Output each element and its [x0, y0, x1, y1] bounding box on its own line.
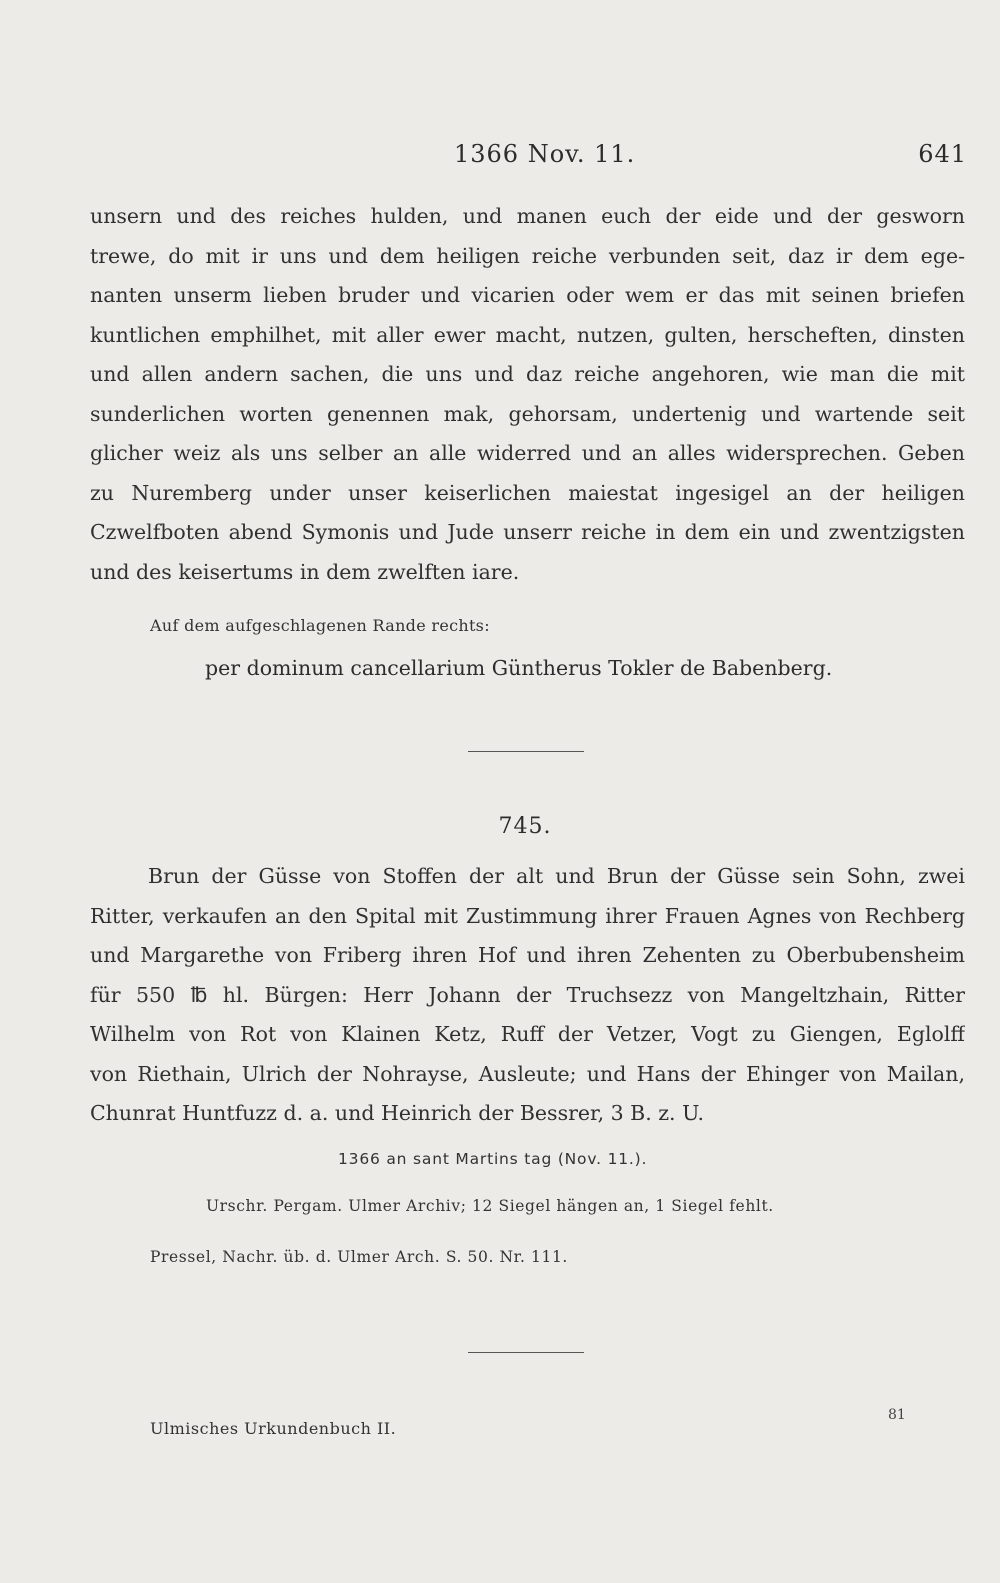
text-line: zu Nuremberg under unser keiserlichen maiestat ingesigel an der heiligen — [90, 480, 965, 505]
text-line: und Margarethe von Friberg ihren Hof und ihren Zehenten zu Oberbubensheim — [90, 943, 965, 967]
text-line: Ritter, verkaufen an den Spital mit Zustimmung ihrer Frauen Agnes von Rechberg — [90, 903, 965, 928]
text-line: trewe, do mit ir uns und dem heiligen reiche verbunden seit, daz ir dem ege- — [90, 243, 965, 268]
dating-line: 1366 an sant Martins tag (Nov. 11.). — [338, 1150, 648, 1168]
text-line: kuntlichen emphilhet, mit aller ewer macht, nutzen, gulten, herscheften, dinsten — [90, 322, 965, 347]
text-line: Czwelfboten abend Symonis und Jude unserr reiche in dem ein und zwentzigsten — [90, 520, 965, 544]
section-divider — [468, 751, 584, 752]
text-line: Wilhelm von Rot von Klainen Ketz, Ruff der Vetzer, Vogt zu Giengen, Eglolff — [90, 1022, 965, 1046]
text-line: Brun der Güsse von Stoffen der alt und Brun der Güsse sein Sohn, zwei — [148, 864, 965, 888]
book-title-footer: Ulmisches Urkundenbuch II. — [150, 1419, 397, 1438]
chancery-signature: per dominum cancellarium Güntherus Tokler de Babenberg. — [205, 656, 833, 680]
text-line: nanten unserm lieben bruder und vicarien oder wem er das mit seinen briefen — [90, 283, 965, 307]
source-original: Urschr. Pergam. Ulmer Archiv; 12 Siegel hängen an, 1 Siegel fehlt. — [206, 1197, 774, 1215]
text-line: glicher weiz als uns selber an alle widerred und an alles widersprechen. Geben — [90, 441, 965, 465]
text-line: sunderlichen worten genennen mak, gehorsam, undertenig und wartende seit — [90, 401, 965, 426]
sheet-number: 81 — [888, 1407, 906, 1423]
section-divider-bottom — [468, 1352, 584, 1353]
text-line: von Riethain, Ulrich der Nohrayse, Ausleute; und Hans der Ehinger von Mailan, — [90, 1061, 965, 1086]
document-number: 745. — [498, 814, 552, 839]
text-line: Chunrat Huntfuzz d. a. und Heinrich der Bessrer, 3 B. z. U. — [90, 1101, 704, 1125]
text-line: und allen andern sachen, die uns und daz reiche angehoren, wie man die mit — [90, 362, 965, 386]
running-head — [0, 140, 1000, 176]
text-line: für 550 ℔ hl. Bürgen: Herr Johann der Truchsezz von Mangeltzhain, Ritter — [90, 982, 965, 1007]
continuation-text — [90, 197, 965, 592]
header-date: 1366 Nov. 11. — [454, 140, 636, 168]
text-line: und des keisertums in dem zwelften iare. — [90, 559, 520, 584]
text-line: unsern und des reiches hulden, und manen euch der eide und der gesworn — [90, 204, 965, 228]
page-number: 641 — [918, 140, 967, 168]
margin-note-intro: Auf dem aufgeschlagenen Rande rechts: — [150, 616, 490, 635]
regest-text — [90, 857, 965, 1134]
source-print: Pressel, Nachr. üb. d. Ulmer Arch. S. 50. Nr. 111. — [150, 1248, 568, 1266]
